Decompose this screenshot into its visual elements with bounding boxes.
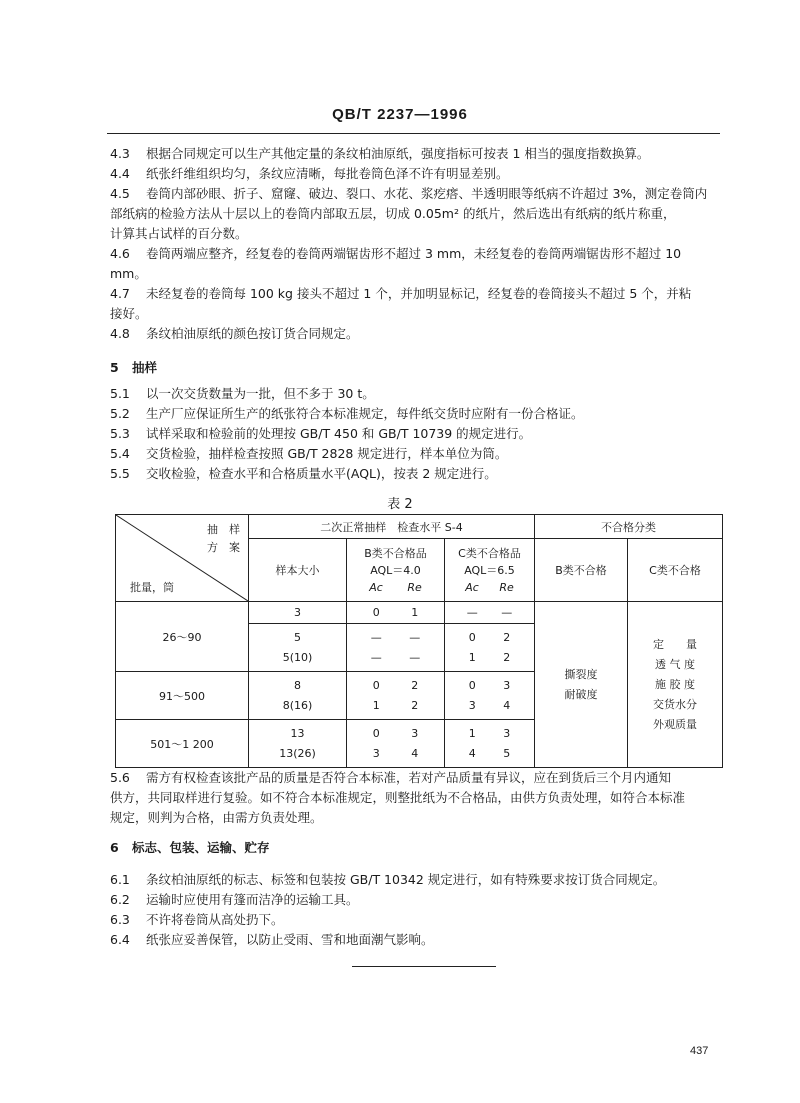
clause-number: 6.1 — [110, 872, 130, 887]
clause-paragraph — [110, 464, 725, 484]
clause-paragraph — [110, 424, 725, 444]
clause-text-line: 试样采取和检验前的处理按 GB/T 450 和 GB/T 10739 的规定进行。 — [146, 426, 532, 441]
corner-bottom-label: 批量，筒 — [130, 581, 174, 594]
clause-text-line: 规定，则判为合格，由需方负责处理。 — [110, 810, 323, 825]
clause-number: 6 — [110, 840, 119, 855]
b-class-items: 撕裂度 耐破度 — [535, 602, 628, 768]
clause-text-line: 抽样 — [132, 360, 158, 375]
c-class-items: 定 量 透 气 度 施 胶 度 交货水分 外观质量 — [628, 602, 723, 768]
clause-number: 4.6 — [110, 246, 130, 261]
re-value: 1 — [411, 606, 419, 619]
clause-text-line: 不许将卷筒从高处扔下。 — [146, 912, 284, 927]
clause-paragraph — [110, 164, 725, 184]
re-value: — — [501, 606, 513, 619]
lot-cell: 91～500 — [116, 672, 249, 720]
end-rule — [352, 966, 496, 967]
col-b-class: B类不合格 — [535, 539, 628, 602]
clause-paragraph — [110, 284, 725, 324]
clause-text-line: 根据合同规定可以生产其他定量的条纹柏油原纸，强度指标可按表 1 相当的强度指数换算。 — [146, 146, 650, 161]
clause-text-line: 计算其占试样的百分数。 — [110, 226, 248, 241]
lot-cell: 501～1 200 — [116, 720, 249, 768]
clause-paragraph — [110, 768, 725, 828]
clause-text-line: 交货检验，抽样检查按照 GB/T 2828 规定进行，样本单位为筒。 — [146, 446, 508, 461]
table-title: 表 2 — [387, 497, 413, 512]
table-row: 5 5(10) — — — — 0 2 1 2 — [116, 624, 723, 672]
clause-text-line: 卷筒两端应整齐，经复卷的卷筒两端锯齿形不超过 3 mm，未经复卷的卷筒两端锯齿形不超过 10 — [146, 246, 682, 261]
clause-text-line: 以一次交货数量为一批，但不多于 30 t。 — [146, 386, 375, 401]
clause-text-line: 标志、包装、运输、贮存 — [132, 840, 270, 855]
clause-number: 5 — [110, 360, 119, 375]
clause-paragraph — [110, 910, 725, 930]
re-label: Re — [407, 580, 422, 594]
clause-number: 4.7 — [110, 286, 130, 301]
clause-number: 6.2 — [110, 892, 130, 907]
lot-cell: 26～90 — [116, 602, 249, 672]
clause-text-line: 需方有权检查该批产品的质量是否符合本标准，若对产品质量有异议，应在到货后三个月内通知 — [146, 770, 672, 785]
clause-text-line: mm。 — [110, 266, 147, 281]
clause-text-line: 供方，共同取样进行复验。如不符合本标准规定，则整批纸为不合格品，由供方负责处理，如符合本标准 — [110, 790, 686, 805]
table-row: 501～1 200 13 13(26) 0 3 3 4 1 3 4 5 — [116, 720, 723, 768]
clause-text-line: 部纸病的检验方法从十层以上的卷筒内部取五层，切成 0.05m² 的纸片，然后选出有纸病的纸片称重， — [110, 206, 676, 221]
clause-text-line: 卷筒内部砂眼、折子、窟窿、破边、裂口、水花、浆疙瘩、半透明眼等纸病不许超过 3%，测定卷筒内 — [146, 186, 708, 201]
standard-header: QB/T 2237—1996 — [332, 106, 468, 123]
clause-number: 4.3 — [110, 146, 130, 161]
corner-cell — [116, 515, 249, 602]
clause-number: 4.5 — [110, 186, 130, 201]
col-c-class: C类不合格 — [628, 539, 723, 602]
clause-paragraph — [110, 870, 725, 890]
col-c-nonconforming: C类不合格品 AQL＝6.5 Ac Re — [445, 539, 535, 602]
col-b-nonconforming: B类不合格品 AQL＝4.0 Ac Re — [347, 539, 445, 602]
table-row: 91～500 8 8(16) 0 2 1 2 0 3 3 4 — [116, 672, 723, 720]
clause-number: 5.6 — [110, 770, 130, 785]
clause-paragraph — [110, 930, 725, 950]
clause-paragraph — [110, 384, 725, 404]
clause-text-line: 条纹柏油原纸的标志、标签和包装按 GB/T 10342 规定进行，如有特殊要求按订货合同规定。 — [146, 872, 666, 887]
ac-value: 0 — [372, 606, 380, 619]
clause-number: 6.3 — [110, 912, 130, 927]
col-sample-size: 样本大小 — [249, 539, 347, 602]
clause-text-line: 条纹柏油原纸的颜色按订货合同规定。 — [146, 326, 359, 341]
table-row — [116, 602, 723, 624]
clause-paragraph — [110, 184, 725, 244]
clause-number: 6.4 — [110, 932, 130, 947]
group-header-classification: 不合格分类 — [535, 515, 723, 539]
sample-cell: 3 — [249, 602, 347, 624]
clause-number: 5.2 — [110, 406, 130, 421]
clause-number: 4.8 — [110, 326, 130, 341]
clause-paragraph — [110, 324, 725, 344]
clause-text-line: 生产厂应保证所生产的纸张符合本标准规定，每件纸交货时应附有一份合格证。 — [146, 406, 584, 421]
clause-text-line: 未经复卷的卷筒每 100 kg 接头不超过 1 个，并加明显标记，经复卷的卷筒接头不超过 5 个，并粘 — [146, 286, 692, 301]
clause-number: 4.4 — [110, 166, 130, 181]
clause-number: 5.3 — [110, 426, 130, 441]
ac-label: Ac — [369, 580, 383, 594]
clause-paragraph — [110, 890, 725, 910]
page-number: 437 — [690, 1045, 709, 1057]
clause-text-line: 运输时应使用有篷而洁净的运输工具。 — [146, 892, 359, 907]
clause-paragraph — [110, 404, 725, 424]
header-rule — [107, 133, 720, 134]
clause-paragraph — [110, 144, 725, 164]
re-label: Re — [499, 580, 514, 594]
corner-top-label-1: 抽 样 — [207, 523, 240, 536]
clause-text-line: 纸张应妥善保管，以防止受雨、雪和地面潮气影响。 — [146, 932, 434, 947]
corner-top-label-2: 方 案 — [207, 541, 240, 554]
group-header-sampling: 二次正常抽样 检查水平 S-4 — [249, 515, 535, 539]
clause-number: 5.1 — [110, 386, 130, 401]
clause-paragraph — [110, 444, 725, 464]
section-heading — [110, 838, 725, 858]
sampling-table — [115, 514, 723, 768]
clause-text-line: 接好。 — [110, 306, 148, 321]
clause-number: 5.5 — [110, 466, 130, 481]
clause-text-line: 交收检验，检查水平和合格质量水平(AQL)，按表 2 规定进行。 — [146, 466, 497, 481]
clause-paragraph — [110, 244, 725, 284]
ac-label: Ac — [465, 580, 479, 594]
section-heading — [110, 358, 725, 378]
clause-text-line: 纸张纤维组织均匀，条纹应清晰，每批卷筒色泽不许有明显差别。 — [146, 166, 509, 181]
ac-value: — — [466, 606, 478, 619]
clause-number: 5.4 — [110, 446, 130, 461]
